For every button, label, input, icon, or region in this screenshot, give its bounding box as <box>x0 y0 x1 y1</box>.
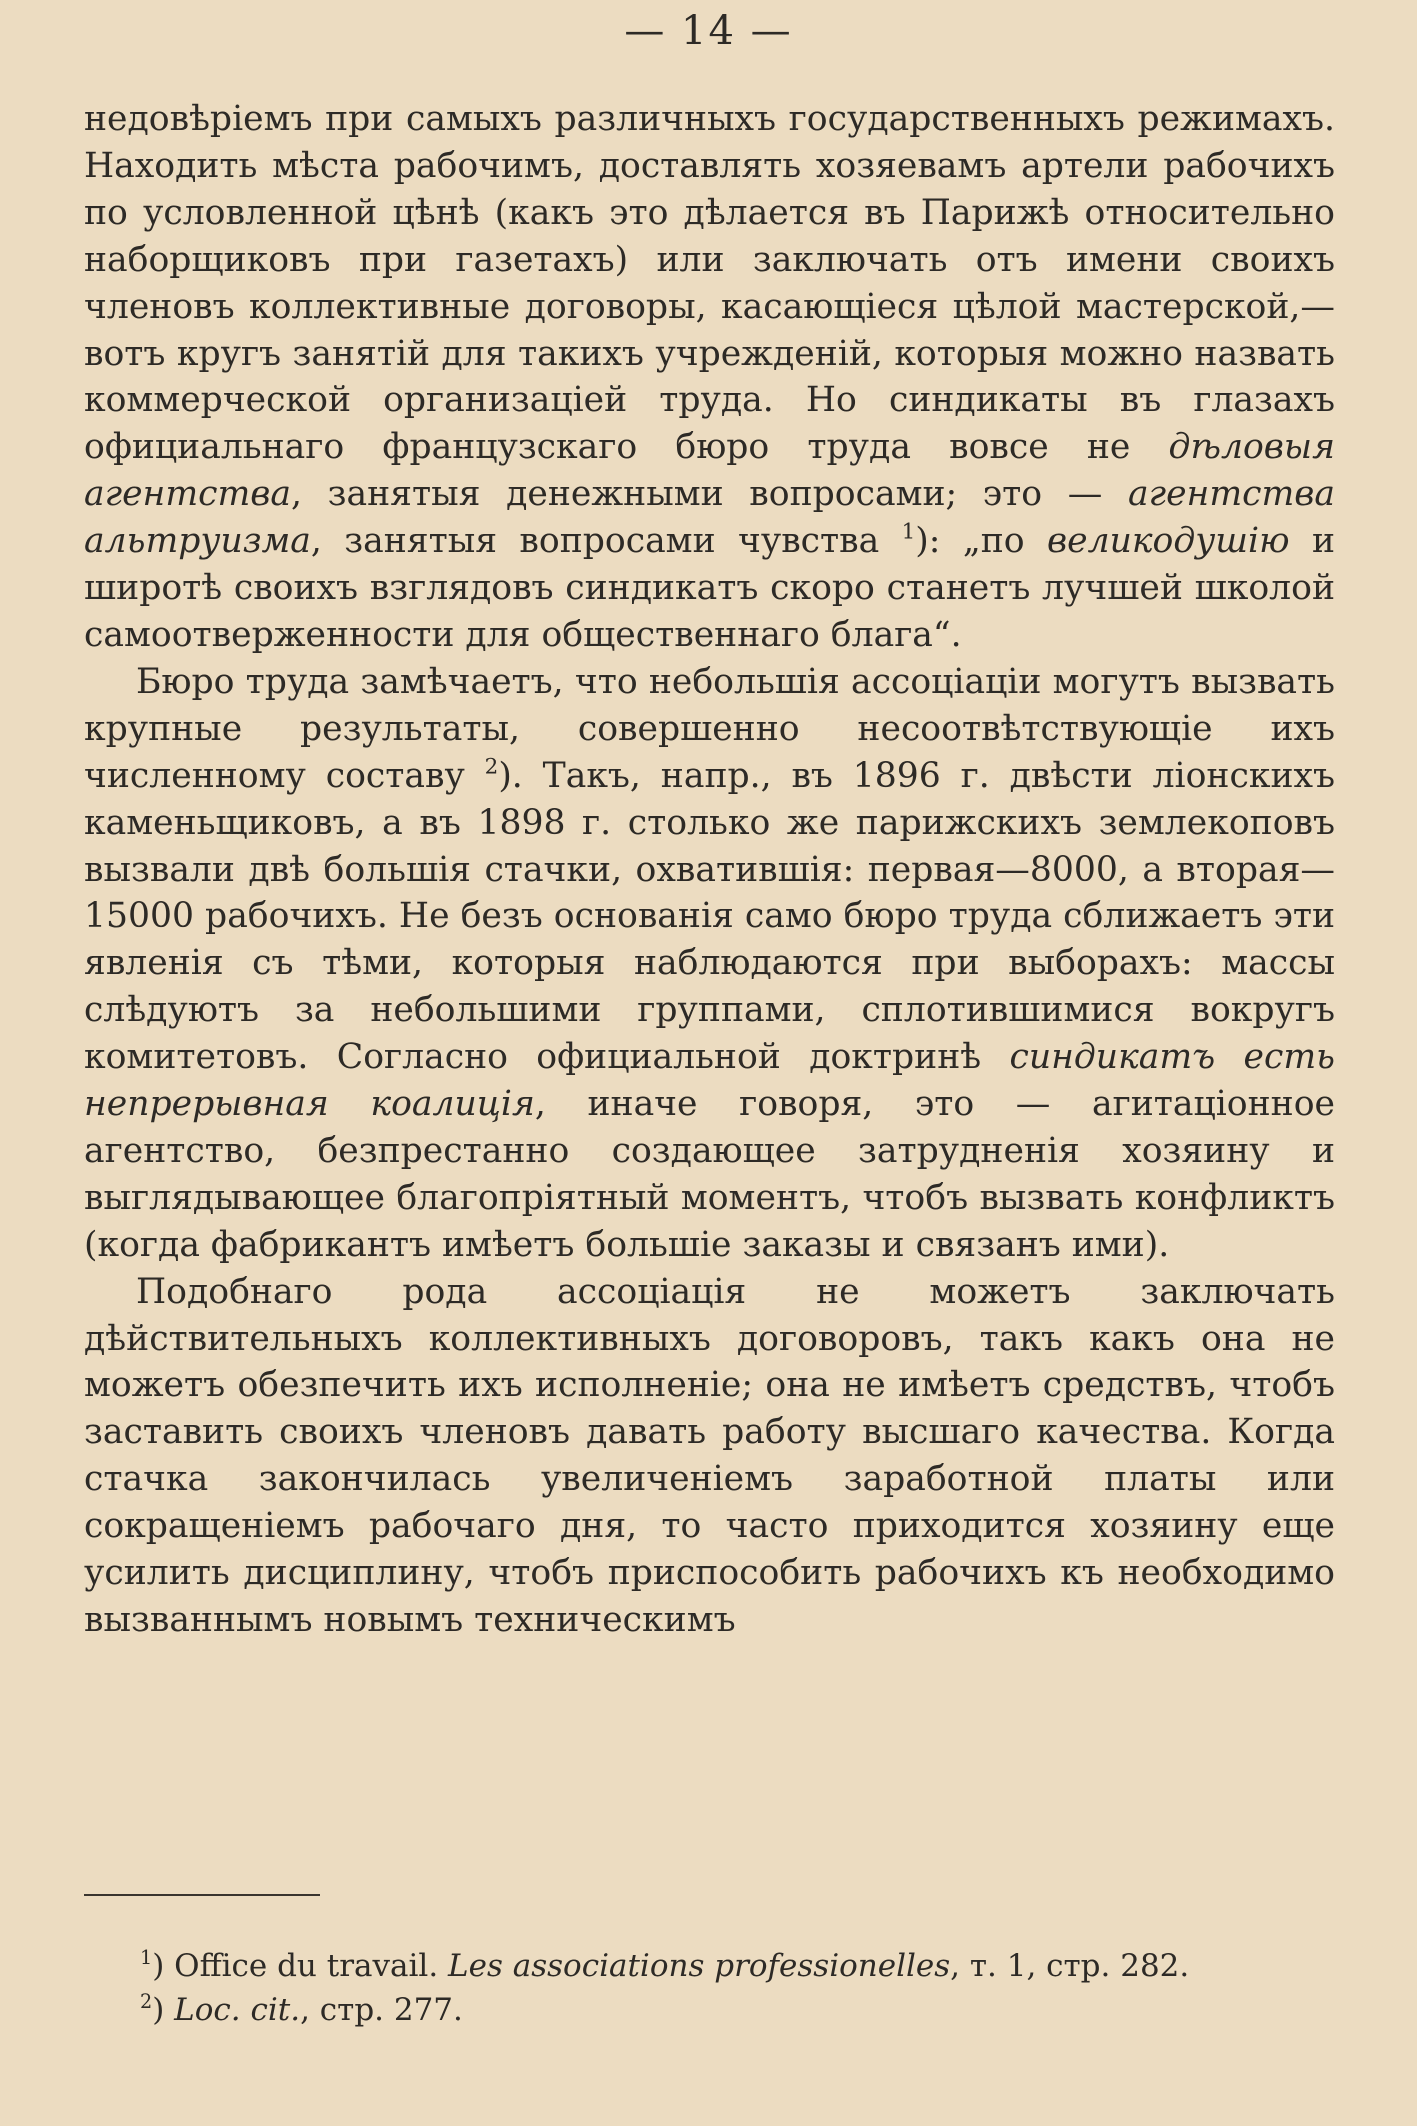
text-run: , иначе говоря, это — агитаціонное агентство, безпрестанно создающее затрудненія хозяину и выглядывающее благопріятный моментъ, чтобъ вызвать конфликтъ (когда фабрикантъ имѣетъ большіе заказы и связанъ ими). <box>84 1084 1335 1265</box>
paragraph <box>84 96 1335 659</box>
footnotes <box>140 1944 1335 2032</box>
text-run: недовѣріемъ при самыхъ различныхъ государственныхъ режимахъ. Находить мѣста рабочимъ, доставлять хозяевамъ артели рабочихъ по условленной цѣнѣ (какъ это дѣлается въ Парижѣ относительно наборщиковъ при газетахъ) или заключать отъ имени своихъ членовъ коллективные договоры, касающіеся цѣлой мастерской,—вотъ кругъ занятій для такихъ учрежденій, которыя можно назвать коммерческой организаціей труда. Но синдикаты въ глазахъ официальнаго французскаго бюро труда вовсе не <box>84 99 1335 468</box>
paragraph <box>84 659 1335 1269</box>
text-run: , занятыя вопросами чувства <box>310 521 902 562</box>
footnote <box>140 1944 1335 1988</box>
text-run: ). Такъ, напр., въ 1896 г. двѣсти ліонскихъ каменьщиковъ, а въ 1898 г. столько же парижскихъ землекоповъ вызвали двѣ большія стачки, охватившія: первая—8000, а вторая—15000 рабочихъ. Не безъ основанія само бюро труда сближаетъ эти явленія съ тѣми, которыя наблюдаются при выборахъ: массы слѣдуютъ за небольшими группами, сплотившимися вокругъ комитетовъ. Согласно официальной доктринѣ <box>84 755 1335 1078</box>
text-run: ) <box>152 1992 175 2028</box>
text-run: ): „по <box>915 521 1047 562</box>
paragraph <box>84 1269 1335 1644</box>
italic-text: агентства альтруизма <box>84 474 1335 562</box>
italic-text: Les associations professionelles <box>448 1948 951 1984</box>
footnote-mark: 1 <box>140 1946 153 1970</box>
footnote-ref: 1 <box>901 519 916 545</box>
text-run: Бюро труда замѣчаетъ, что небольшія ассоціаціи могутъ вызвать крупные результаты, совершенно несоотвѣтствующіе ихъ численному составу <box>84 661 1335 796</box>
text-run: , занятыя денежными вопросами; это — <box>291 474 1128 515</box>
italic-text: дѣловыя агентства <box>84 427 1335 515</box>
italic-text: Loc. cit. <box>174 1992 301 2028</box>
footnote-ref: 2 <box>484 754 499 780</box>
text-run: , стр. 277. <box>300 1992 463 2028</box>
footnote-divider <box>84 1894 320 1896</box>
body-text <box>84 96 1335 1644</box>
footnote <box>140 1988 1335 2032</box>
page-number: — 14 — <box>624 8 793 54</box>
text-run: и широтѣ своихъ взглядовъ синдикатъ скоро станетъ лучшей школой самоотверженности для общественнаго блага“. <box>84 521 1335 655</box>
text-run: ) Office du travail. <box>152 1948 449 1984</box>
text-run: , т. 1, стр. 282. <box>950 1948 1190 1984</box>
italic-text: великодушію <box>1046 521 1290 562</box>
italic-text: синдикатъ есть непрерывная коалиція <box>84 1037 1335 1125</box>
footnote-mark: 2 <box>140 1990 153 2014</box>
text-run: Подобнаго рода ассоціація не можетъ заключать дѣйствительныхъ коллективныхъ договоровъ, такъ какъ она не можетъ обезпечить ихъ исполненіе; она не имѣетъ средствъ, чтобъ заставить своихъ членовъ давать работу высшаго качества. Когда стачка закончилась увеличеніемъ заработной платы или сокращеніемъ рабочаго дня, то часто приходится хозяину еще усилить дисциплину, чтобъ приспособить рабочихъ къ необходимо вызваннымъ новымъ техническимъ <box>84 1271 1335 1640</box>
